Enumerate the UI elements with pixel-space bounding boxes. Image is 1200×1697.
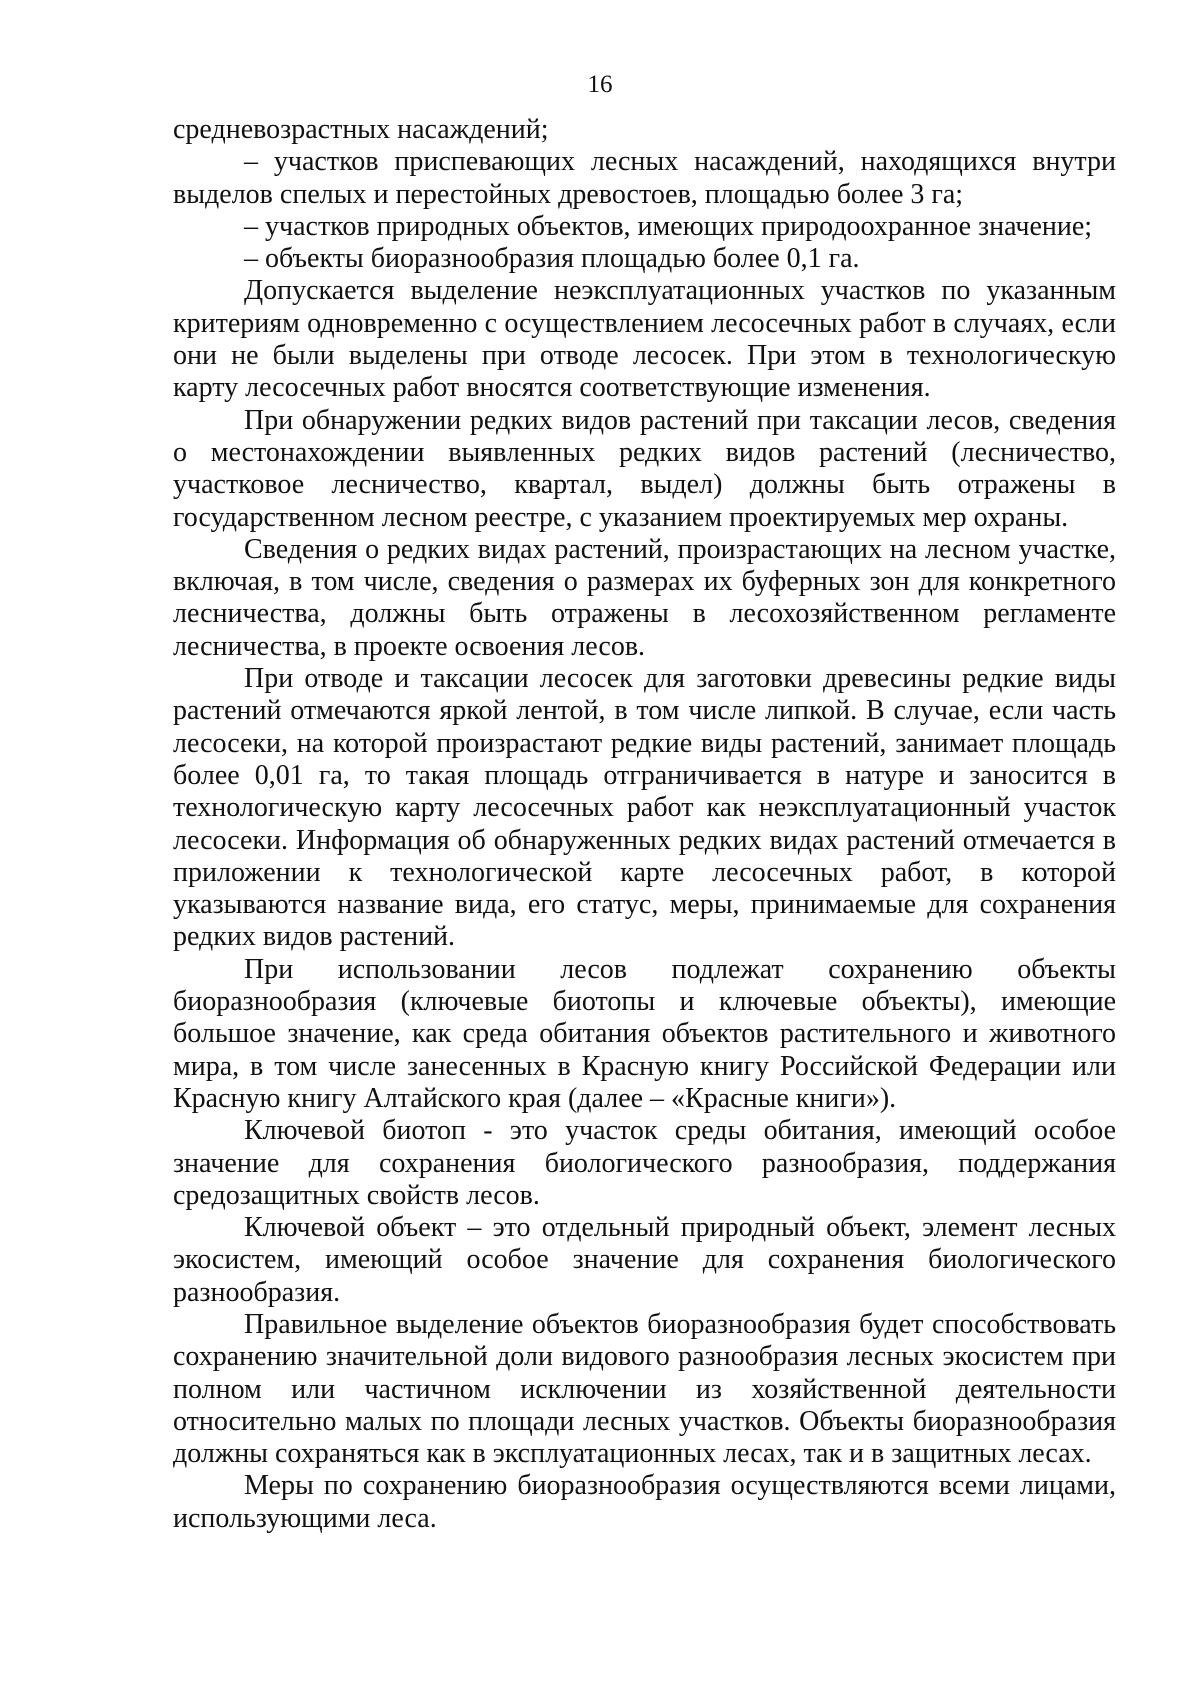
list-item-ripening-stands: – участков приспевающих лесных насаждений, находящихся внутри выделов спелых и перестойных древостоев, площадью более 3 га; <box>173 146 1116 210</box>
document-body <box>173 114 1116 1535</box>
paragraph-cutting-area-allotment: При отводе и таксации лесосек для заготовки древесины редкие виды растений отмечаются яркой лентой, в том числе липкой. В случае, если часть лесосеки, на которой произрастают редкие виды растений, занимает площадь более 0,01 га, то такая площадь отграничивается в натуре и заносится в технологическую карту лесосечных работ как неэксплуатационный участок лесосеки. Информация об обнаруженных редких видах растений отмечается в приложении к технологической карте лесосечных работ, в которой указываются название вида, его статус, меры, принимаемые для сохранения редких видов растений. <box>173 663 1116 953</box>
paragraph-biodiversity-preservation: При использовании лесов подлежат сохранению объекты биоразнообразия (ключевые биотопы и ключевые объекты), имеющие большое значение, как среда обитания объектов растительного и животного мира, в том числе занесенных в Красную книгу Российской Федерации или Красную книгу Алтайского края (далее – «Красные книги»). <box>173 953 1116 1114</box>
list-item-biodiversity-objects: – объекты биоразнообразия площадью более 0,1 га. <box>244 243 860 275</box>
list-item-natural-objects: – участков природных объектов, имеющих природоохранное значение; <box>244 210 1093 242</box>
paragraph-continuation: средневозрастных насаждений; <box>173 114 549 145</box>
paragraph-non-exploitation-areas: Допускается выделение неэксплуатационных участков по указанным критериям одновременно с осуществлением лесосечных работ в случаях, если они не были выделены при отводе лесосек. При этом в технологическую карту лесосечных работ вносятся соответствующие изменения. <box>173 275 1116 404</box>
paragraph-rare-plants-discovery: При обнаружении редких видов растений при таксации лесов, сведения о местонахождении выявленных редких видов растений (лесничество, участковое лесничество, квартал, выдел) должны быть отражены в государственном лесном реестре, с указанием проектируемых мер охраны. <box>173 404 1116 533</box>
paragraph-proper-identification: Правильное выделение объектов биоразнообразия будет способствовать сохранению значительной доли видового разнообразия лесных экосистем при полном или частичном исключении из хозяйственной деятельности относительно малых по площади лесных участков. Объекты биоразнообразия должны сохраняться как в эксплуатационных лесах, так и в защитных лесах. <box>173 1308 1116 1470</box>
paragraph-key-object: Ключевой объект – это отдельный природный объект, элемент лесных экосистем, имеющий особое значение для сохранения биологического разнообразия. <box>173 1212 1116 1308</box>
paragraph-key-biotope: Ключевой биотоп - это участок среды обитания, имеющий особое значение для сохранения биологического разнообразия, поддержания средозащитных свойств лесов. <box>173 1115 1116 1211</box>
page-number: 16 <box>587 71 613 98</box>
paragraph-measures: Меры по сохранению биоразнообразия осуществляются всеми лицами, использующими леса. <box>173 1470 1116 1534</box>
paragraph-rare-plants-info: Сведения о редких видах растений, произрастающих на лесном участке, включая, в том числе, сведения о размерах их буферных зон для конкретного лесничества, должны быть отражены в лесохозяйственном регламенте лесничества, в проекте освоения лесов. <box>173 533 1116 662</box>
